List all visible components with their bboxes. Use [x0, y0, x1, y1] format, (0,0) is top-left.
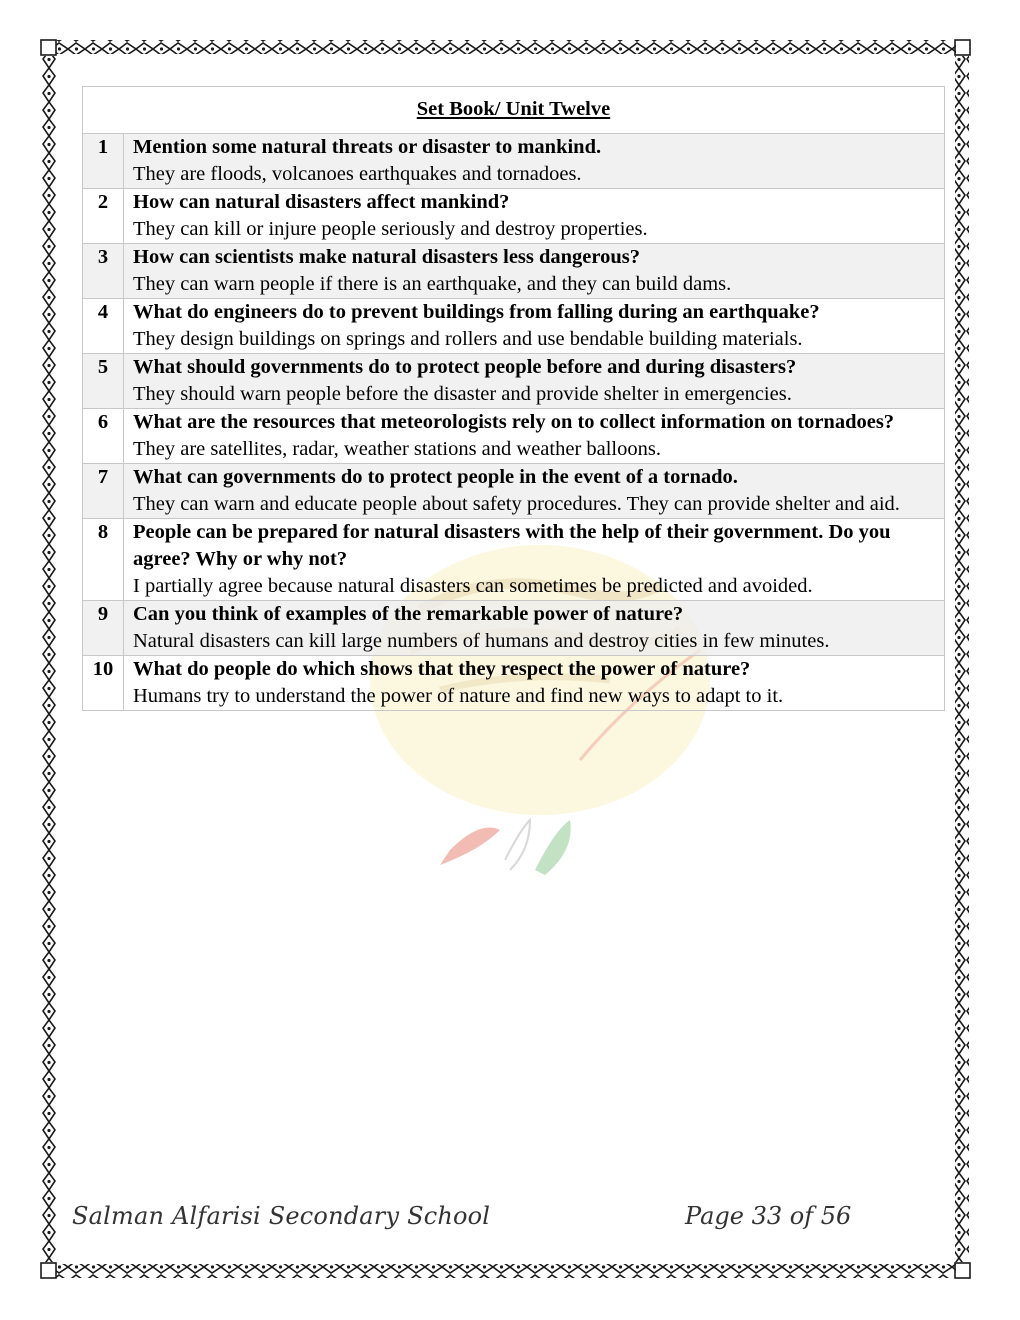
answer-text: Natural disasters can kill large numbers of humans and destroy cities in few minutes. [133, 630, 830, 652]
question-text: Mention some natural threats or disaster to mankind. [133, 136, 602, 158]
table-row [83, 244, 945, 299]
item-content [124, 409, 945, 464]
item-content [124, 299, 945, 354]
answer-text: They design buildings on springs and rollers and use bendable building materials. [133, 328, 803, 350]
table-row [83, 409, 945, 464]
question-text: What can governments do to protect people in the event of a tornado. [133, 466, 738, 488]
item-content [124, 601, 945, 656]
item-content [124, 189, 945, 244]
item-content [124, 134, 945, 189]
item-content [124, 244, 945, 299]
answer-text: Humans try to understand the power of nature and find new ways to adapt to it. [133, 685, 784, 707]
answer-text: I partially agree because natural disasters can sometimes be predicted and avoided. [133, 575, 813, 597]
table-row [83, 601, 945, 656]
item-content [124, 464, 945, 519]
item-content [124, 519, 945, 601]
item-number: 7 [83, 464, 124, 519]
answer-text: They are floods, volcanoes earthquakes and tornadoes. [133, 163, 582, 185]
question-text: What do people do which shows that they respect the power of nature? [133, 658, 751, 680]
answer-text: They should warn people before the disaster and provide shelter in emergencies. [133, 383, 792, 405]
item-number: 2 [83, 189, 124, 244]
table-row [83, 519, 945, 601]
table-row [83, 464, 945, 519]
answer-text: They can kill or injure people seriously and destroy properties. [133, 218, 648, 240]
table-row [83, 299, 945, 354]
table-title-row [83, 87, 945, 134]
item-number: 10 [83, 656, 124, 711]
item-number: 4 [83, 299, 124, 354]
qa-table [82, 86, 945, 711]
answer-text: They can warn and educate people about safety procedures. They can provide shelter and aid. [133, 493, 900, 515]
item-number: 6 [83, 409, 124, 464]
answer-text: They can warn people if there is an earthquake, and they can build dams. [133, 273, 732, 295]
table-row [83, 354, 945, 409]
question-text: What should governments do to protect people before and during disasters? [133, 356, 797, 378]
question-text: Can you think of examples of the remarkable power of nature? [133, 603, 684, 625]
item-number: 3 [83, 244, 124, 299]
question-text: How can scientists make natural disasters less dangerous? [133, 246, 641, 268]
footer-page-number: Page 33 of 56 [685, 1202, 852, 1230]
item-number: 8 [83, 519, 124, 601]
footer-school-name: Salman Alfarisi Secondary School [72, 1202, 491, 1230]
table-row [83, 189, 945, 244]
item-content [124, 656, 945, 711]
item-number: 1 [83, 134, 124, 189]
item-number: 5 [83, 354, 124, 409]
item-content [124, 354, 945, 409]
table-title: Set Book/ Unit Twelve [83, 87, 945, 134]
question-text: What are the resources that meteorologists rely on to collect information on tornadoes? [133, 411, 895, 433]
item-number: 9 [83, 601, 124, 656]
question-text: What do engineers do to prevent buildings from falling during an earthquake? [133, 301, 820, 323]
question-text: How can natural disasters affect mankind? [133, 191, 510, 213]
answer-text: They are satellites, radar, weather stations and weather balloons. [133, 438, 661, 460]
question-text: People can be prepared for natural disasters with the help of their government. Do you agree? Why or why not? [133, 521, 891, 570]
table-row [83, 656, 945, 711]
table-row [83, 134, 945, 189]
